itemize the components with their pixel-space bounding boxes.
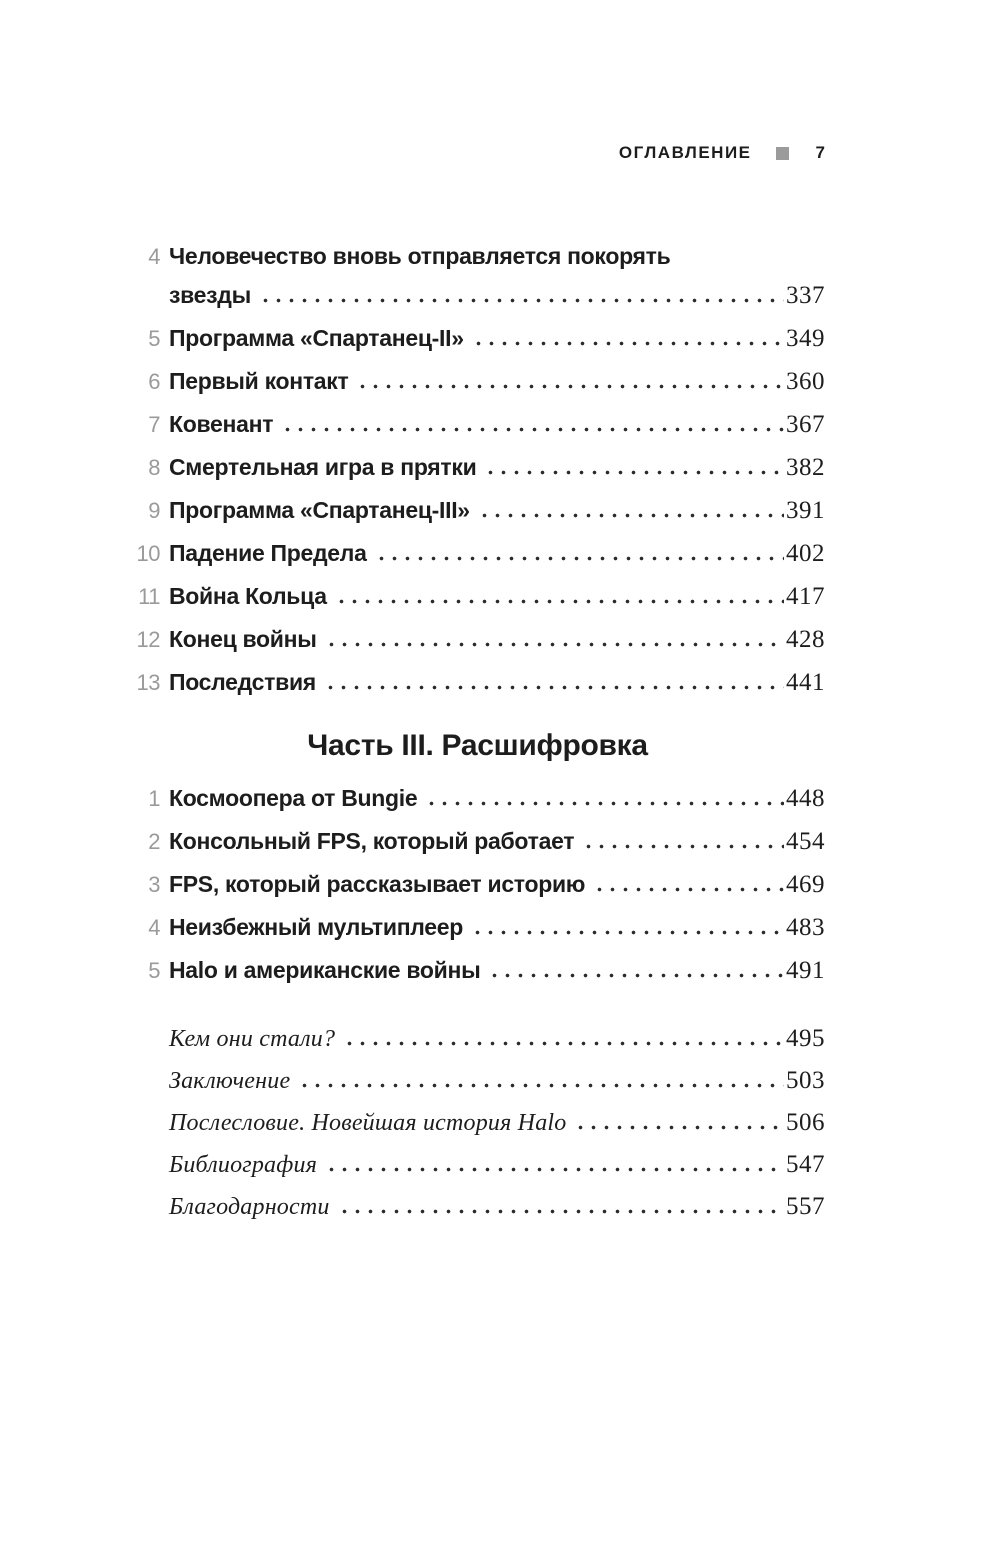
leader-dots <box>259 282 784 309</box>
backmatter-page: 503 <box>786 1067 825 1094</box>
chapter-title: Война Кольца <box>169 583 327 609</box>
chapter-page: 441 <box>786 669 825 696</box>
leader-dots <box>325 626 784 653</box>
toc-row <box>130 497 825 524</box>
leader-dots <box>478 497 784 524</box>
chapter-number: 9 <box>148 498 160 523</box>
backmatter-section <box>130 1026 825 1220</box>
chapter-page: 448 <box>786 785 825 812</box>
chapter-page: 391 <box>786 497 825 524</box>
backmatter-row <box>130 1110 825 1136</box>
leader-dots <box>574 1110 784 1136</box>
chapter-page: 402 <box>786 540 825 567</box>
toc-row <box>130 957 825 984</box>
chapter-number: 8 <box>148 455 160 480</box>
toc-row <box>130 871 825 898</box>
leader-dots <box>298 1068 784 1094</box>
toc-row <box>130 669 825 696</box>
running-header-title: ОГЛАВЛЕНИЕ <box>618 143 752 162</box>
chapter-title: Консольный FPS, который работает <box>169 828 575 854</box>
toc-row-line <box>130 243 825 270</box>
toc-row <box>130 828 825 855</box>
leader-dots <box>488 957 784 984</box>
toc-row <box>130 411 825 438</box>
leader-dots <box>324 669 784 696</box>
leader-dots <box>471 914 784 941</box>
chapter-number: 1 <box>148 786 160 811</box>
chapter-title: Первый контакт <box>169 368 349 394</box>
backmatter-row <box>130 1152 825 1178</box>
chapter-title: Программа «Спартанец-III» <box>169 497 470 523</box>
chapter-page: 382 <box>786 454 825 481</box>
leader-dots <box>375 540 784 567</box>
chapter-number: 13 <box>136 670 160 695</box>
chapter-page: 367 <box>786 411 825 438</box>
backmatter-page: 557 <box>786 1193 825 1220</box>
chapter-number: 2 <box>148 829 160 854</box>
chapter-title: Неизбежный мультиплеер <box>169 914 464 940</box>
leader-dots <box>356 368 784 395</box>
chapter-number: 4 <box>148 244 160 269</box>
backmatter-page: 547 <box>786 1151 825 1178</box>
chapter-page: 428 <box>786 626 825 653</box>
chapter-page: 349 <box>786 325 825 352</box>
toc-row <box>130 785 825 812</box>
toc-row <box>130 626 825 653</box>
leader-dots <box>335 583 784 610</box>
toc-row <box>130 583 825 610</box>
chapter-title: Смертельная игра в прятки <box>169 454 477 480</box>
chapter-number: 6 <box>148 369 160 394</box>
backmatter-title: Кем они стали? <box>169 1026 336 1052</box>
backmatter-page: 495 <box>786 1025 825 1052</box>
chapter-page: 417 <box>786 583 825 610</box>
chapter-number: 5 <box>148 958 160 983</box>
chapter-page: 360 <box>786 368 825 395</box>
chapter-number: 3 <box>148 872 160 897</box>
chapter-title: Программа «Спартанец-II» <box>169 325 464 351</box>
backmatter-title: Заключение <box>169 1068 291 1094</box>
toc-row <box>130 243 825 309</box>
toc-row <box>130 454 825 481</box>
chapter-page: 337 <box>786 282 825 309</box>
chapter-title: Человечество вновь отправляется покорять <box>169 243 671 269</box>
backmatter-title: Благодарности <box>169 1194 330 1220</box>
chapter-title: Последствия <box>169 669 316 695</box>
leader-dots <box>472 325 784 352</box>
toc-row <box>130 368 825 395</box>
leader-dots <box>582 828 784 855</box>
leader-dots <box>484 454 784 481</box>
leader-dots <box>593 871 784 898</box>
backmatter-title: Послесловие. Новейшая история Halo <box>169 1110 567 1136</box>
header-square-icon <box>776 147 789 160</box>
toc-row <box>130 914 825 941</box>
chapter-number: 10 <box>136 541 160 566</box>
backmatter-row <box>130 1026 825 1052</box>
leader-dots <box>425 785 784 812</box>
leader-dots <box>281 411 784 438</box>
leader-dots <box>343 1026 784 1052</box>
chapter-number: 11 <box>138 584 160 609</box>
chapter-number: 4 <box>148 915 160 940</box>
backmatter-row <box>130 1194 825 1220</box>
chapter-title-continued: звезды <box>169 282 251 308</box>
chapter-title: Ковенант <box>169 411 274 437</box>
chapter-title: Halo и американские войны <box>169 957 481 983</box>
chapter-page: 491 <box>786 957 825 984</box>
toc-row-line <box>130 282 825 309</box>
chapter-number: 7 <box>148 412 160 437</box>
chapter-title: Космоопера от Bungie <box>169 785 418 811</box>
toc-row <box>130 325 825 352</box>
leader-dots <box>338 1194 784 1220</box>
chapter-number: 12 <box>136 627 160 652</box>
leader-dots <box>325 1152 784 1178</box>
chapter-title: FPS, который рассказывает историю <box>169 871 586 897</box>
part-heading: Часть III. Расшифровка <box>307 729 648 762</box>
chapter-title: Конец войны <box>169 626 317 652</box>
chapter-page: 454 <box>786 828 825 855</box>
backmatter-title: Библиография <box>169 1152 318 1178</box>
chapter-page: 483 <box>786 914 825 941</box>
page-number: 7 <box>815 143 825 162</box>
toc-row <box>130 540 825 567</box>
chapter-page: 469 <box>786 871 825 898</box>
chapter-title: Падение Предела <box>169 540 367 566</box>
backmatter-page: 506 <box>786 1109 825 1136</box>
chapter-number: 5 <box>148 326 160 351</box>
running-header <box>130 143 825 163</box>
backmatter-row <box>130 1068 825 1094</box>
